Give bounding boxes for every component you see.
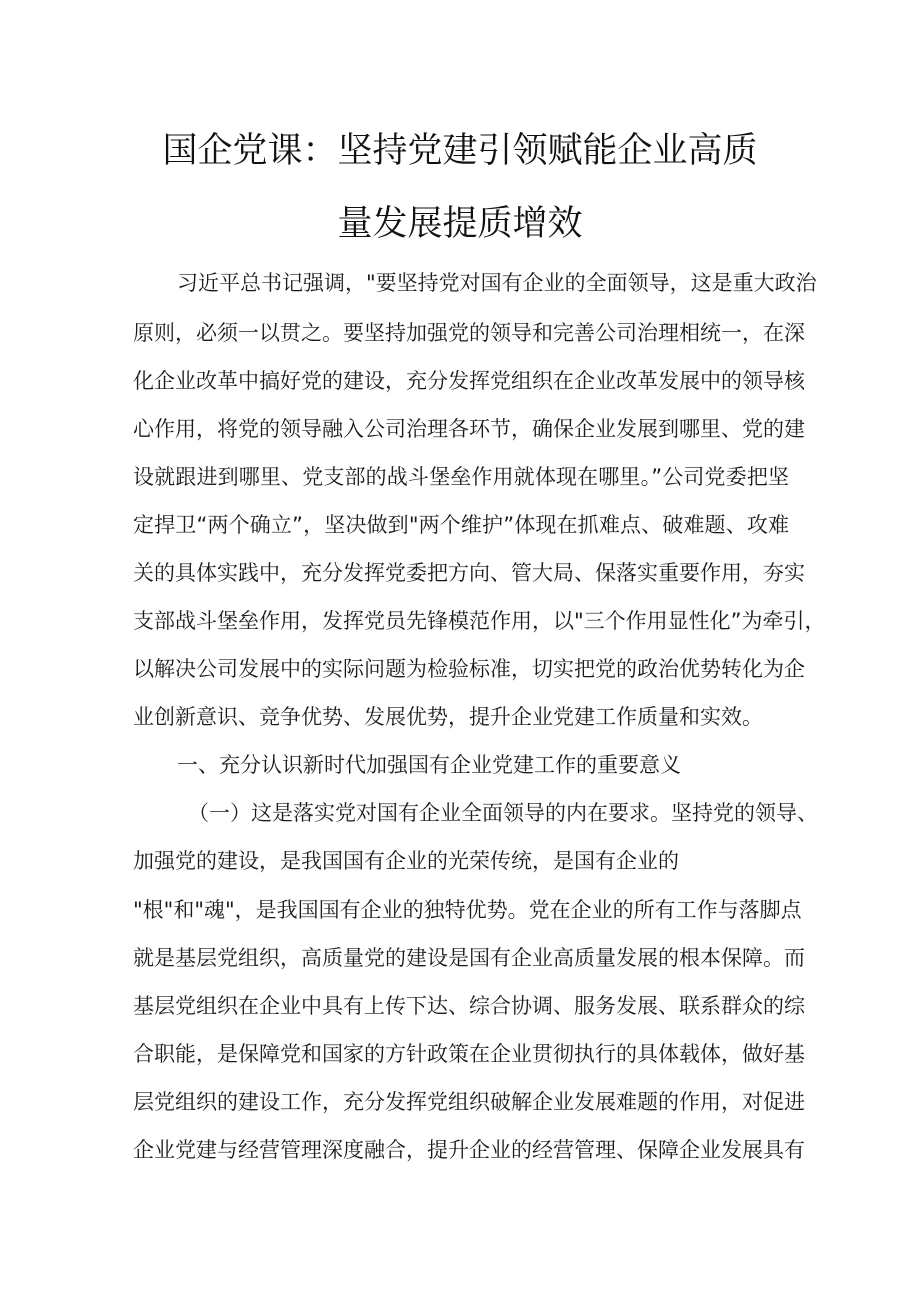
- paragraph-line: 以解决公司发展中的实际问题为检验标准，切实把党的政治优势转化为企: [133, 657, 805, 681]
- paragraph-line: 心作用，将党的领导融入公司治理各环节，确保企业发展到哪里、党的建: [133, 417, 805, 441]
- paragraph-line: 关的具体实践中，充分发挥党委把方向、管大局、保落实重要作用，夯实: [133, 561, 805, 585]
- paragraph-line: 就是基层党组织，高质量党的建设是国有企业高质量发展的根本保障。而: [133, 946, 805, 970]
- section-heading: 一、充分认识新时代加强国有企业党建工作的重要意义: [177, 753, 681, 777]
- document-title-line-2: 量发展提质增效: [337, 204, 583, 244]
- paragraph-line: 支部战斗堡垒作用，发挥党员先锋模范作用，以"三个作用显性化”为牵引，: [133, 609, 826, 633]
- paragraph-line: 业创新意识、竞争优势、发展优势，提升企业党建工作质量和实效。: [133, 705, 763, 729]
- paragraph-line: 层党组织的建设工作，充分发挥党组织破解企业发展难题的作用，对促进: [133, 1090, 805, 1114]
- paragraph-line: 合职能，是保障党和国家的方针政策在企业贯彻执行的具体载体，做好基: [133, 1042, 805, 1066]
- paragraph-line: 习近平总书记强调，"要坚持党对国有企业的全面领导，这是重大政治: [177, 271, 817, 295]
- paragraph-line: 化企业改革中搞好党的建设，充分发挥党组织在企业改革发展中的领导核: [133, 369, 805, 393]
- document-title-line-1: 国企党课：坚持党建引领赋能企业高质: [162, 131, 758, 171]
- paragraph-line: 定捍卫“两个确立”，坚决做到"两个维护”体现在抓难点、破难题、攻难: [133, 513, 789, 537]
- paragraph-line: 加强党的建设，是我国国有企业的光荣传统，是国有企业的: [133, 849, 679, 873]
- paragraph-line: 基层党组织在企业中具有上传下达、综合协调、服务发展、联系群众的综: [133, 994, 805, 1018]
- paragraph-line: （一）这是落实党对国有企业全面领导的内在要求。坚持党的领导、: [188, 801, 818, 825]
- paragraph-line: "根"和"魂"，是我国国有企业的独特优势。党在企业的所有工作与落脚点: [133, 898, 802, 922]
- paragraph-line: 设就跟进到哪里、党支部的战斗堡垒作用就体现在哪里。”公司党委把坚: [133, 465, 789, 489]
- paragraph-line: 企业党建与经营管理深度融合，提升企业的经营管理、保障企业发展具有: [133, 1138, 805, 1162]
- paragraph-line: 原则，必须一以贯之。要坚持加强党的领导和完善公司治理相统一，在深: [133, 321, 805, 345]
